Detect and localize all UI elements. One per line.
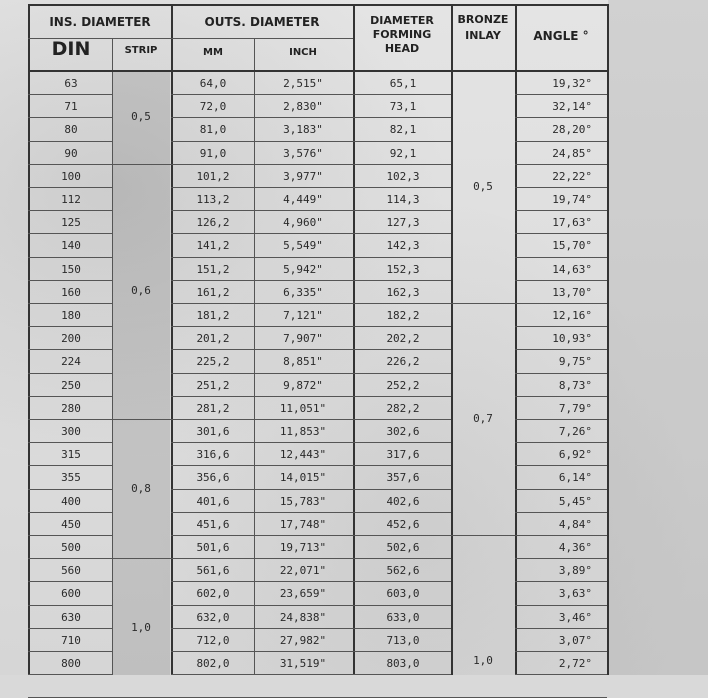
inch-cell: 2,830"	[283, 100, 323, 114]
right-margin-shade	[608, 0, 708, 675]
grid-row-line	[353, 303, 451, 304]
grid-row-line	[353, 581, 451, 582]
grid-row-line	[515, 326, 607, 327]
angle-cell: 12,16°	[552, 309, 592, 322]
inch-cell: 11,051"	[279, 401, 327, 415]
din-cell: 63	[64, 77, 78, 90]
grid-row-line	[515, 489, 607, 490]
header-strip: STRIP	[124, 45, 158, 56]
din-cell: 800	[61, 657, 81, 670]
angle-cell	[516, 676, 592, 697]
angle-cell: 7,26°	[558, 425, 592, 438]
mm-cell: 101,2	[196, 169, 230, 183]
header-mm: MM	[203, 47, 223, 58]
grid-row-line	[171, 581, 353, 582]
grid-row-line	[515, 94, 607, 95]
grid-row-line	[171, 651, 353, 652]
grid-row-line	[353, 187, 451, 188]
grid-row-line	[171, 280, 353, 281]
bronze-group-line	[451, 535, 515, 536]
forming-head-cell: 252,2	[386, 378, 420, 392]
grid-row-line	[171, 396, 353, 397]
header-outs-diameter: OUTS. DIAMETER	[204, 15, 320, 29]
grid-row-line	[28, 326, 112, 327]
grid-row-line	[171, 117, 353, 118]
forming-head-cell: 114,3	[386, 193, 420, 206]
grid-row-line	[28, 349, 112, 350]
grid-row-line	[515, 117, 607, 118]
angle-cell: 13,70°	[552, 285, 592, 299]
inch-cell: 15,783"	[279, 494, 327, 508]
grid-vertical-line	[451, 4, 453, 675]
inch-cell: 19,713"	[279, 541, 327, 554]
grid-row-line	[353, 465, 451, 466]
din-cell: 125	[61, 216, 81, 230]
mm-cell: 113,2	[196, 193, 230, 206]
angle-cell: 22,22°	[552, 169, 592, 183]
din-cell: 90	[64, 146, 78, 160]
inch-cell: 23,659"	[279, 587, 327, 601]
din-cell: 280	[61, 401, 81, 415]
grid-row-line	[171, 605, 353, 606]
angle-cell: 10,93°	[552, 332, 592, 346]
inch-cell: 7,121"	[283, 309, 323, 322]
mm-cell: 72,0	[199, 100, 227, 114]
forming-head-cell: 402,6	[386, 494, 420, 508]
header-bronze-inlay: BRONZE INLAY	[457, 13, 509, 42]
bronze-inlay-value: 0,5	[473, 180, 493, 193]
din-cell: 71	[64, 100, 78, 114]
grid-row-line	[515, 605, 607, 606]
grid-row-line	[171, 442, 353, 443]
forming-head-cell: 317,6	[386, 448, 420, 462]
grid-row-line	[515, 233, 607, 234]
grid-vertical-line	[112, 38, 113, 675]
grid-header-line	[28, 4, 607, 6]
grid-vertical-line	[353, 4, 355, 675]
grid-row-line	[171, 187, 353, 188]
forming-head-cell: 65,1	[389, 77, 417, 90]
grid-row-line	[353, 233, 451, 234]
forming-head-cell: 452,6	[386, 517, 420, 531]
din-cell: 140	[61, 239, 81, 253]
mm-cell: 161,2	[196, 285, 230, 299]
mm-cell: 356,6	[196, 471, 230, 485]
mm-cell: 602,0	[196, 587, 230, 601]
grid-row-line	[171, 326, 353, 327]
inch-cell: 9,872"	[283, 378, 323, 392]
grid-row-line	[515, 419, 607, 420]
grid-row-line	[515, 141, 607, 142]
mm-cell	[172, 676, 254, 697]
inch-cell: 5,942"	[283, 262, 323, 276]
grid-row-line	[28, 141, 112, 142]
grid-row-line	[171, 628, 353, 629]
grid-row-line	[171, 233, 353, 234]
din-cell: 400	[61, 494, 81, 508]
mm-cell: 251,2	[196, 378, 230, 392]
inch-cell: 3,576"	[283, 146, 323, 160]
grid-row-line	[515, 349, 607, 350]
grid-row-line	[353, 535, 451, 536]
din-cell: 630	[61, 610, 81, 624]
grid-row-line	[353, 512, 451, 513]
grid-row-line	[28, 396, 112, 397]
grid-row-line	[28, 303, 112, 304]
forming-head-cell: 803,0	[386, 657, 420, 670]
header-diameter-forming-head: DIAMETER FORMING HEAD	[370, 14, 434, 55]
mm-cell: 316,6	[196, 448, 230, 462]
din-cell: 300	[61, 425, 81, 438]
mm-cell: 401,6	[196, 494, 230, 508]
bronze-inlay-value: 1,0	[473, 654, 493, 667]
grid-row-line	[28, 442, 112, 443]
bronze-inlay-value: 0,7	[473, 412, 493, 425]
grid-row-line	[353, 373, 451, 374]
forming-head-cell: 102,3	[386, 169, 420, 183]
strip-value: 0,5	[131, 110, 151, 124]
forming-head-cell: 226,2	[386, 355, 420, 369]
inch-cell: 24,838"	[279, 610, 327, 624]
forming-head-cell: 127,3	[386, 216, 420, 230]
grid-row-line	[353, 326, 451, 327]
forming-head-cell: 282,2	[386, 401, 420, 415]
angle-cell: 19,74°	[552, 193, 592, 206]
mm-cell: 151,2	[196, 262, 230, 276]
grid-row-line	[353, 605, 451, 606]
inch-cell: 4,960"	[283, 216, 323, 230]
din-cell: 560	[61, 564, 81, 578]
angle-cell: 5,45°	[558, 494, 592, 508]
mm-cell: 301,6	[196, 425, 230, 438]
grid-row-line	[353, 442, 451, 443]
grid-row-line	[353, 94, 451, 95]
bronze-group-line	[451, 303, 515, 304]
header-din: DIN	[51, 38, 91, 60]
din-cell: 710	[61, 633, 81, 647]
angle-cell: 3,46°	[558, 610, 592, 624]
grid-row-line	[171, 558, 353, 559]
grid-row-line	[515, 558, 607, 559]
mm-cell: 501,6	[196, 541, 230, 554]
grid-row-line	[353, 349, 451, 350]
din-cell: 180	[61, 309, 81, 322]
grid-row-line	[28, 164, 112, 165]
grid-row-line	[28, 581, 112, 582]
grid-row-line	[353, 489, 451, 490]
din-cell: 150	[61, 262, 81, 276]
angle-cell: 6,92°	[558, 448, 592, 462]
forming-head-cell: 357,6	[386, 471, 420, 485]
mm-cell: 141,2	[196, 239, 230, 253]
grid-row-line	[171, 349, 353, 350]
grid-row-line	[515, 465, 607, 466]
angle-cell: 4,36°	[558, 541, 592, 554]
grid-row-line	[515, 581, 607, 582]
forming-head-cell: 82,1	[389, 123, 417, 137]
angle-cell: 24,85°	[552, 146, 592, 160]
mm-cell: 64,0	[199, 77, 227, 90]
angle-cell: 9,75°	[558, 355, 592, 369]
angle-cell: 32,14°	[552, 100, 592, 114]
mm-cell: 802,0	[196, 657, 230, 670]
forming-head-cell: 92,1	[389, 146, 417, 160]
forming-head-cell: 73,1	[389, 100, 417, 114]
grid-row-line	[28, 373, 112, 374]
grid-header-line	[28, 38, 171, 39]
grid-row-line	[171, 303, 353, 304]
forming-head-cell: 633,0	[386, 610, 420, 624]
din-cell: 355	[61, 471, 81, 485]
mm-cell: 712,0	[196, 633, 230, 647]
angle-cell: 19,32°	[552, 77, 592, 90]
angle-cell: 17,63°	[552, 216, 592, 230]
forming-head-cell: 182,2	[386, 309, 420, 322]
header-ins-diameter: INS. DIAMETER	[49, 15, 151, 29]
grid-row-line	[353, 628, 451, 629]
forming-head-cell: 152,3	[386, 262, 420, 276]
forming-head-cell: 713,0	[386, 633, 420, 647]
angle-cell: 7,79°	[558, 401, 592, 415]
din-cell: 160	[61, 285, 81, 299]
angle-cell: 14,63°	[552, 262, 592, 276]
grid-row-line	[515, 210, 607, 211]
grid-row-line	[28, 535, 112, 536]
din-cell	[30, 676, 112, 697]
grid-row-line	[28, 628, 112, 629]
grid-row-line	[353, 419, 451, 420]
forming-head-cell: 502,6	[386, 541, 420, 554]
grid-header-line	[171, 38, 353, 39]
grid-row-line	[353, 117, 451, 118]
inch-cell: 6,335"	[283, 285, 323, 299]
mm-cell: 632,0	[196, 610, 230, 624]
grid-row-line	[28, 651, 112, 652]
strip-group-line	[112, 164, 171, 165]
din-cell: 224	[61, 355, 81, 369]
grid-row-line	[28, 210, 112, 211]
grid-row-line	[171, 419, 353, 420]
forming-head-cell: 142,3	[386, 239, 420, 253]
grid-row-line	[515, 373, 607, 374]
grid-row-line	[515, 651, 607, 652]
grid-row-line	[28, 257, 112, 258]
grid-row-line	[171, 489, 353, 490]
forming-head-cell: 162,3	[386, 285, 420, 299]
angle-cell: 15,70°	[552, 239, 592, 253]
grid-row-line	[353, 257, 451, 258]
din-cell: 500	[61, 541, 81, 554]
grid-row-line	[353, 280, 451, 281]
mm-cell: 561,6	[196, 564, 230, 578]
forming-head-cell: 562,6	[386, 564, 420, 578]
din-cell: 600	[61, 587, 81, 601]
inch-cell	[254, 676, 352, 697]
inch-cell: 5,549"	[283, 239, 323, 253]
grid-row-line	[353, 396, 451, 397]
grid-row-line	[171, 141, 353, 142]
grid-row-line	[171, 535, 353, 536]
forming-head-cell: 603,0	[386, 587, 420, 601]
grid-row-line	[515, 303, 607, 304]
mm-cell: 281,2	[196, 401, 230, 415]
grid-row-line	[171, 257, 353, 258]
grid-row-line	[515, 280, 607, 281]
inch-cell: 12,443"	[279, 448, 327, 462]
grid-row-line	[171, 373, 353, 374]
grid-row-line	[353, 651, 451, 652]
grid-row-line	[515, 164, 607, 165]
mm-cell: 225,2	[196, 355, 230, 369]
mm-cell: 451,6	[196, 517, 230, 531]
grid-row-line	[171, 465, 353, 466]
grid-row-line	[171, 512, 353, 513]
inch-cell: 2,515"	[283, 77, 323, 90]
din-cell: 250	[61, 378, 81, 392]
forming-head-cell: 202,2	[386, 332, 420, 346]
angle-cell: 6,14°	[558, 471, 592, 485]
inch-cell: 11,853"	[279, 425, 327, 438]
grid-row-line	[515, 512, 607, 513]
grid-row-line	[515, 442, 607, 443]
grid-row-line	[28, 187, 112, 188]
grid-row-line	[515, 257, 607, 258]
strip-value: 0,6	[131, 284, 151, 298]
inch-cell: 27,982"	[279, 633, 327, 647]
grid-row-line	[28, 465, 112, 466]
grid-row-line	[28, 489, 112, 490]
grid-row-line	[171, 94, 353, 95]
inch-cell: 22,071"	[279, 564, 327, 578]
mm-cell: 81,0	[199, 123, 227, 137]
grid-row-line	[353, 558, 451, 559]
inch-cell: 14,015"	[279, 471, 327, 485]
strip-value: 1,0	[131, 620, 151, 634]
inch-cell: 3,183"	[283, 123, 323, 137]
strip-value: 0,8	[131, 481, 151, 495]
grid-row-line	[353, 141, 451, 142]
inch-cell: 31,519"	[279, 657, 327, 670]
inch-cell: 17,748"	[279, 517, 327, 531]
inch-cell: 7,907"	[283, 332, 323, 346]
grid-vertical-line	[607, 4, 609, 675]
mm-cell: 91,0	[199, 146, 227, 160]
grid-row-line	[28, 419, 112, 420]
grid-row-line	[515, 187, 607, 188]
angle-cell: 4,84°	[558, 517, 592, 531]
angle-cell: 3,07°	[558, 633, 592, 647]
header-angle: ANGLE °	[533, 29, 589, 43]
angle-cell: 3,89°	[558, 564, 592, 578]
strip-group-line	[112, 419, 171, 420]
grid-row-line	[353, 164, 451, 165]
grid-row-line	[28, 512, 112, 513]
strip-group-line	[112, 558, 171, 559]
grid-row-line	[515, 396, 607, 397]
grid-row-line	[171, 210, 353, 211]
din-cell: 315	[61, 448, 81, 462]
forming-head-cell: 302,6	[386, 425, 420, 438]
mm-cell: 181,2	[196, 309, 230, 322]
grid-row-line	[28, 94, 112, 95]
grid-row-line	[28, 280, 112, 281]
angle-cell: 3,63°	[558, 587, 592, 601]
angle-cell: 28,20°	[552, 123, 592, 137]
grid-row-line	[28, 605, 112, 606]
forming-head-cell	[356, 676, 450, 697]
mm-cell: 126,2	[196, 216, 230, 230]
header-inch: INCH	[289, 47, 317, 58]
strip-column-shade	[112, 70, 170, 675]
grid-row-line	[171, 164, 353, 165]
din-cell: 80	[64, 123, 78, 137]
grid-header-line	[28, 70, 607, 72]
din-cell: 100	[61, 169, 81, 183]
grid-row-line	[28, 558, 112, 559]
grid-row-line	[515, 535, 607, 536]
grid-row-line	[28, 117, 112, 118]
din-cell: 200	[61, 332, 81, 346]
angle-cell: 2,72°	[558, 657, 592, 670]
grid-row-line	[515, 628, 607, 629]
inch-cell: 3,977"	[283, 169, 323, 183]
grid-row-line	[353, 210, 451, 211]
grid-row-line	[28, 233, 112, 234]
inch-cell: 4,449"	[283, 193, 323, 206]
inch-cell: 8,851"	[283, 355, 323, 369]
din-cell: 112	[61, 193, 81, 206]
angle-cell: 8,73°	[558, 378, 592, 392]
mm-cell: 201,2	[196, 332, 230, 346]
din-cell: 450	[61, 517, 81, 531]
